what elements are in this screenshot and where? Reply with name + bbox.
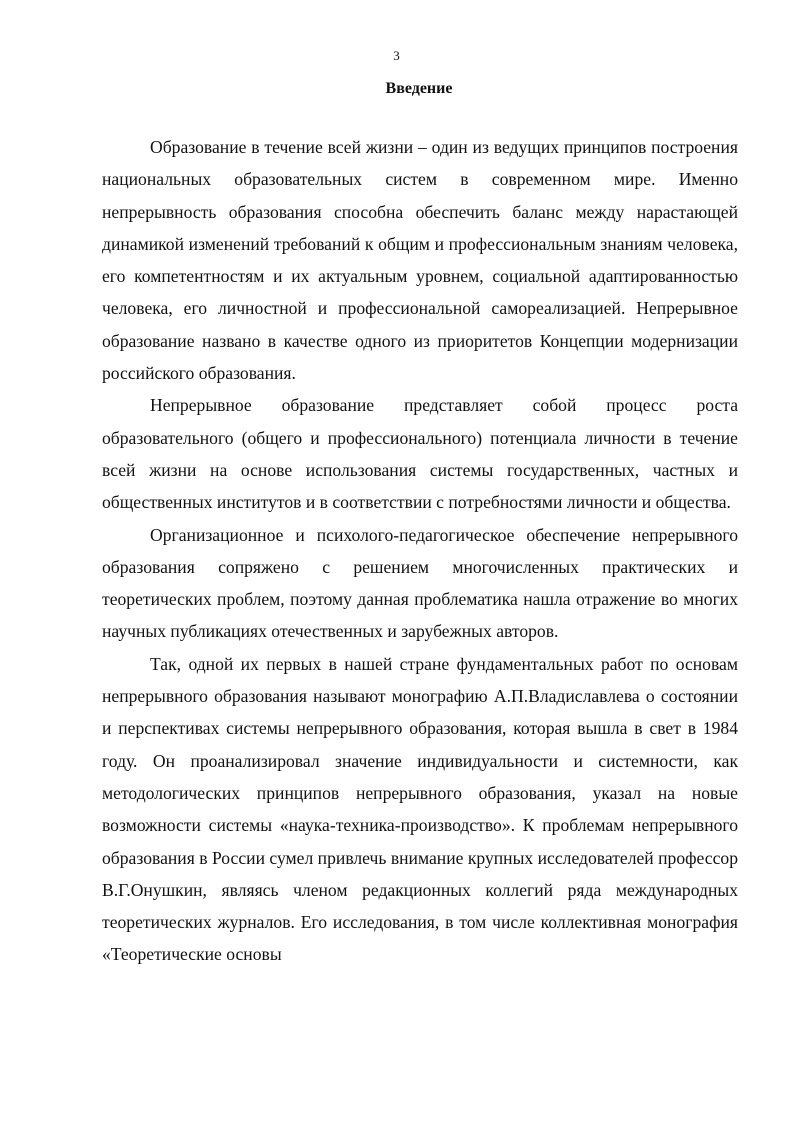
paragraph-3: Организационное и психолого-педагогическое обеспечение непрерывного образования сопряжено с решением многочисленных практических и теоретических проблем, поэтому данная проблематика нашла отражение во многих научных публикациях отечественных и зарубежных авторов. — [102, 524, 738, 642]
paragraph-2: Непрерывное образование представляет собой процесс роста образовательного (общего и профессионального) потенциала личности в течение всей жизни на основе использования системы государственных, частных и общественных институтов и в соответствии с потребностями личности и общества. — [102, 395, 738, 513]
section-heading: Введение — [385, 80, 453, 97]
body-text — [102, 131, 738, 971]
paragraph-1: Образование в течение всей жизни – один из ведущих принципов построения национальных образовательных систем в современном мире. Именно непрерывность образования способна обеспечить баланс между нарастающей динамикой изменений требований к общим и профессиональным знаниям человека, его компетентностям и их актуальным уровнем, социальной адаптированностью человека, его личностной и профессиональной самореализацией. Непрерывное образование названо в качестве одного из приоритетов Концепции модернизации российского образования. — [102, 137, 738, 384]
paragraph-4: Так, одной их первых в нашей стране фундаментальных работ по основам непрерывного образования называют монографию А.П.Владиславлева о состоянии и перспективах системы непрерывного образования, которая вышла в свет в 1984 году. Он проанализировал значение индивидуальности и системности, как методологических принципов непрерывного образования, указал на новые возможности системы «наука-техника-производство». К проблемам непрерывного образования в России сумел привлечь внимание крупных исследователей профессор В.Г.Онушкин, являясь членом редакционных коллегий ряда международных теоретических журналов. Его исследования, в том числе коллективная монография «Теоретические основы — [102, 653, 738, 965]
page-number: 3 — [393, 48, 400, 63]
